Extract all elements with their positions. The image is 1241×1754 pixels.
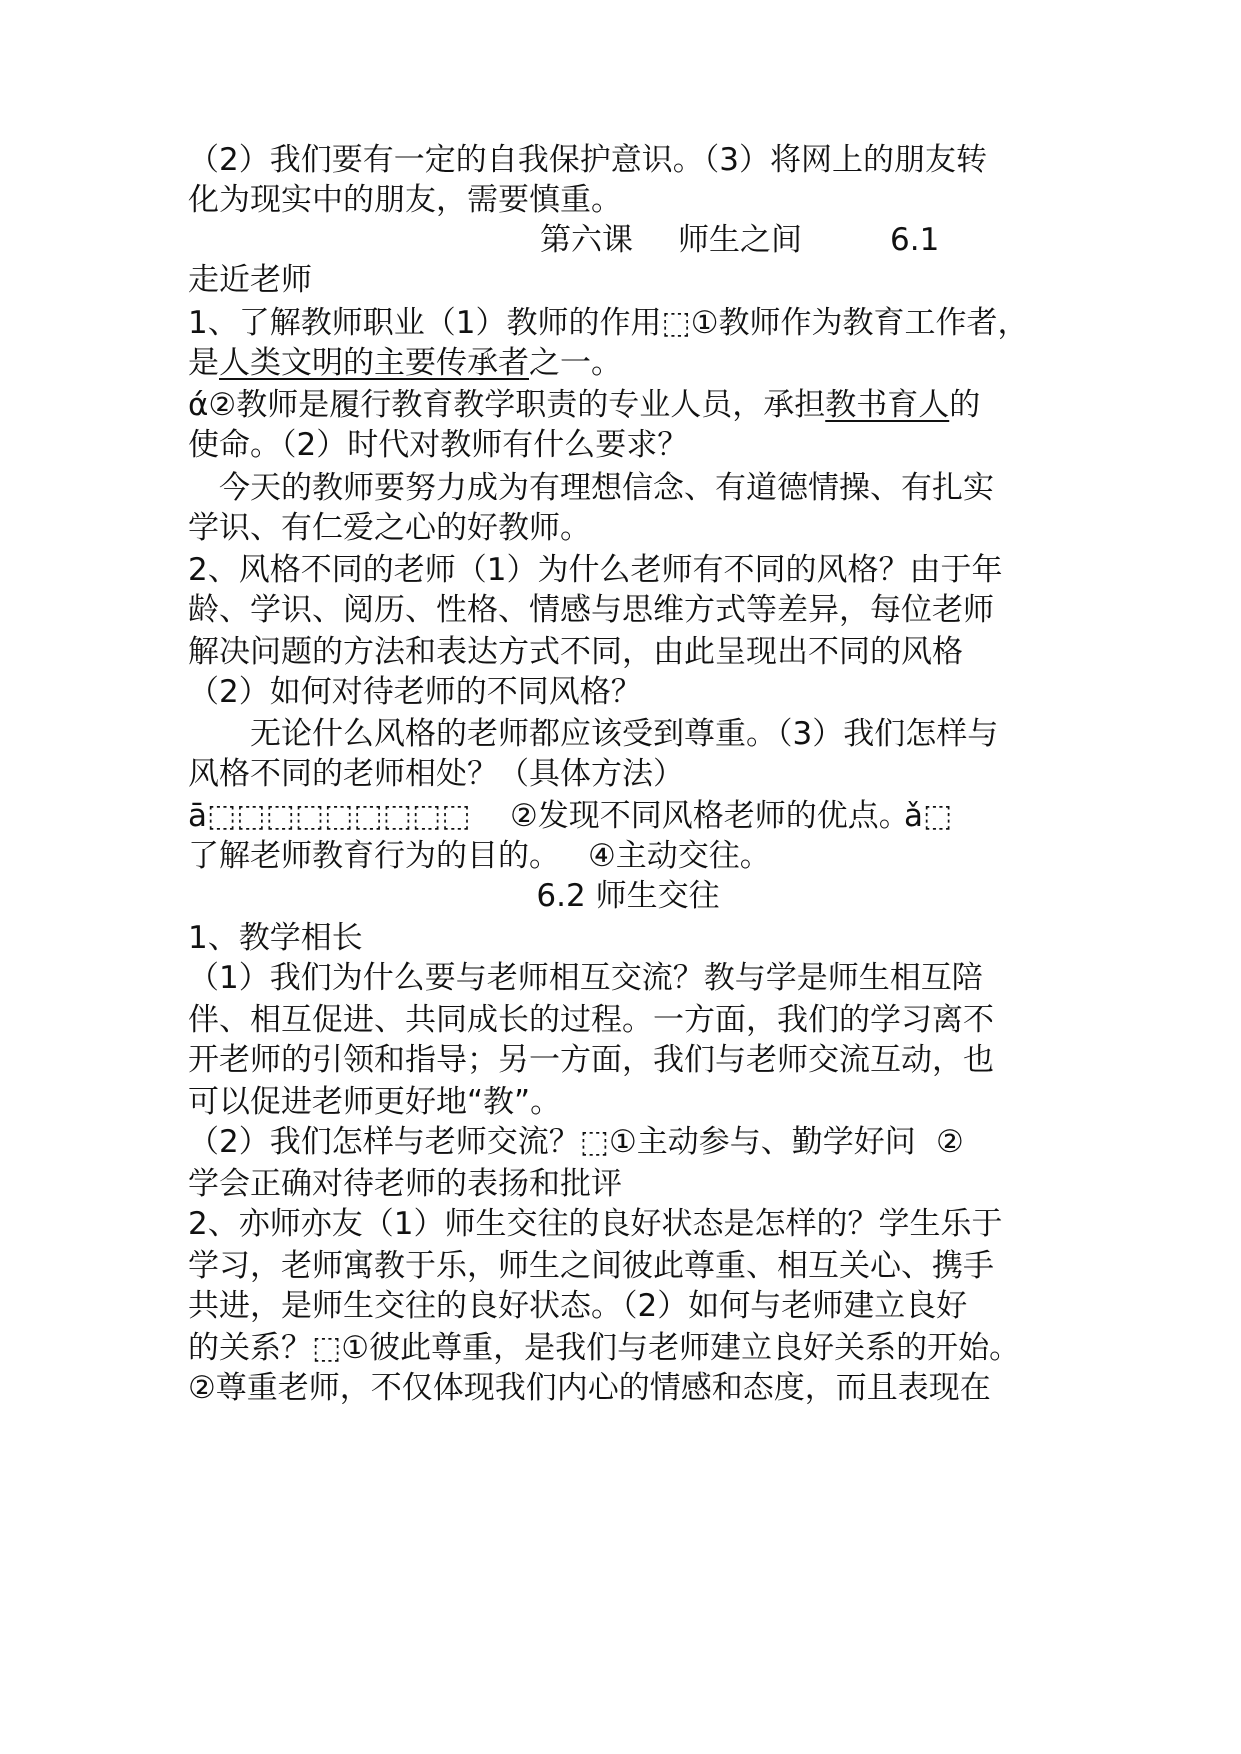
method-item: ②发现不同风格老师的优点。 <box>510 798 910 834</box>
text-line: （1）我们为什么要与老师相互交流？教与学是师生相互陪 <box>188 960 983 996</box>
text-line: 开老师的引领和指导；另一方面，我们与老师交流互动，也 <box>188 1042 994 1078</box>
garbled-text: ǎ⬚ <box>904 798 953 834</box>
text-line: 的关系？⬚①彼此尊重，是我们与老师建立良好关系的开始。 <box>188 1330 1021 1366</box>
text-line: ②尊重老师，不仅体现我们内心的情感和态度，而且表现在 <box>188 1370 991 1406</box>
methods-row <box>188 834 1068 878</box>
lesson-title: 师生之间 <box>678 222 802 258</box>
text-line: 2、风格不同的老师（1）为什么老师有不同的风格？由于年 <box>188 552 1003 588</box>
text-line: 学习，老师寓教于乐，师生之间彼此尊重、相互关心、携手 <box>188 1248 994 1284</box>
text-line: 1、教学相长 <box>188 920 363 956</box>
text-fragment: 之一。 <box>529 345 622 381</box>
text-fragment: 的 <box>949 387 981 423</box>
section-heading <box>188 874 1068 918</box>
underlined-term: 人类文明的 <box>219 345 374 381</box>
text-line: 解决问题的方法和表达方式不同，由此呈现出不同的风格 <box>188 634 963 670</box>
text-fragment: ② <box>936 1124 964 1160</box>
text-line: 学识、有仁爱之心的好教师。 <box>188 510 591 546</box>
text-line: 学会正确对待老师的表扬和批评 <box>188 1166 622 1202</box>
text-line: 使命。（2）时代对教师有什么要求？ <box>188 427 689 463</box>
method-item: 了解老师教育行为的目的。 <box>188 838 560 874</box>
text-line: 化为现实中的朋友，需要慎重。 <box>188 182 622 218</box>
underlined-term: 教书育人 <box>825 387 950 423</box>
methods-row <box>188 794 1068 838</box>
text-line <box>188 1120 1068 1164</box>
section-title: 走近老师 <box>188 262 312 298</box>
text-line: 今天的教师要努力成为有理想信念、有道德情操、有扎实 <box>188 470 994 506</box>
lesson-heading <box>188 218 1068 262</box>
section-number: 6.1 <box>890 222 940 258</box>
text-line: 龄、学识、阅历、性格、情感与思维方式等差异，每位老师 <box>188 592 994 628</box>
section-heading-text: 6.2 师生交往 <box>536 878 720 914</box>
text-line <box>188 341 1068 385</box>
garbled-text: ā⬚⬚⬚⬚⬚⬚⬚⬚⬚ <box>188 798 471 834</box>
text-fragment: 是 <box>188 345 219 381</box>
text-line: 可以促进老师更好地“教”。 <box>188 1084 562 1120</box>
text-line <box>188 383 1068 427</box>
text-fragment: （2）我们怎样与老师交流？⬚①主动参与、勤学好问 <box>188 1124 916 1160</box>
text-line: 无论什么风格的老师都应该受到尊重。（3）我们怎样与 <box>188 716 999 752</box>
underlined-term: 主要传承者 <box>374 345 529 381</box>
text-line: 2、亦师亦友（1）师生交往的良好状态是怎样的？学生乐于 <box>188 1206 1003 1242</box>
text-line: 伴、相互促进、共同成长的过程。一方面，我们的学习离不 <box>188 1002 994 1038</box>
text-fragment: ά②教师是履行教育教学职责的专业人员，承担 <box>188 387 826 423</box>
text-line: 1、了解教师职业（1）教师的作用⬚①教师作为教育工作者， <box>188 305 1029 341</box>
text-line: （2）如何对待老师的不同风格？ <box>188 674 642 710</box>
lesson-number-label: 第六课 <box>540 222 633 258</box>
text-line: （2）我们要有一定的自我保护意识。（3）将网上的朋友转 <box>188 142 987 178</box>
text-line: 共进，是师生交往的良好状态。（2）如何与老师建立良好 <box>188 1288 968 1324</box>
text-line: 风格不同的老师相处？（具体方法） <box>188 756 684 792</box>
method-item: ④主动交往。 <box>588 838 771 874</box>
